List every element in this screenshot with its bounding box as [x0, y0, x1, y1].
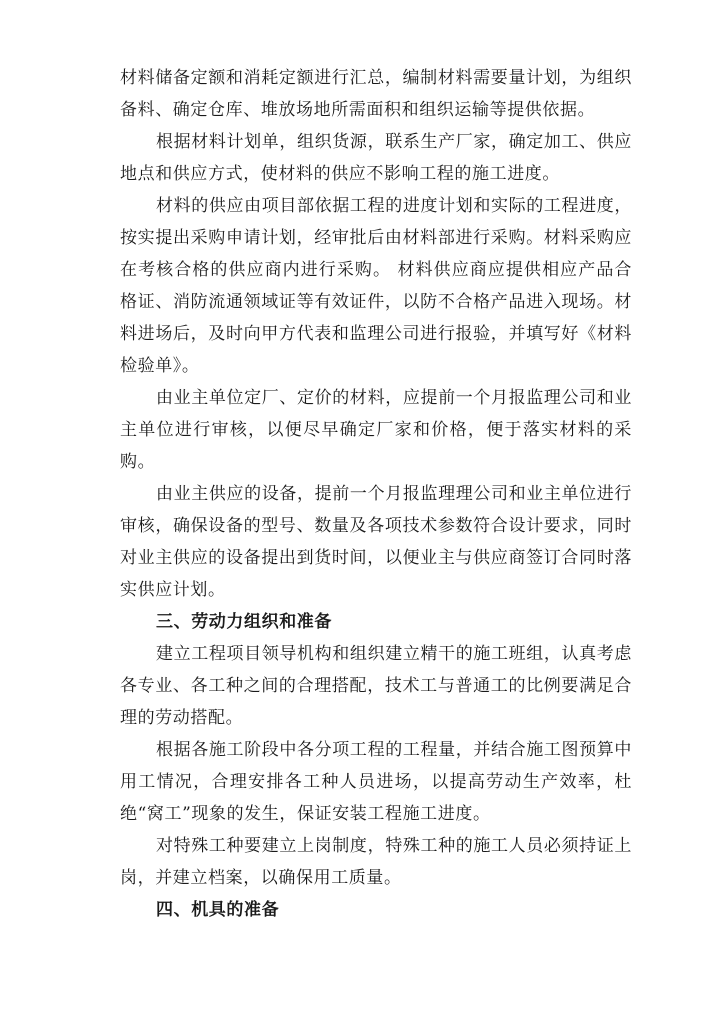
paragraph-material-summary: 材料储备定额和消耗定额进行汇总，编制材料需要量计划，为组织备料、确定仓库、堆放场地所需面积和组织运输等提供依据。	[120, 68, 632, 120]
section-heading-equipment: 四、机具的准备	[156, 900, 280, 920]
paragraph-material-procurement: 材料的供应由项目部依据工程的进度计划和实际的工程进度，按实提出采购申请计划，经审批后由材料部进行采购。材料采购应在考核合格的供应商内进行采购。 材料供应商应提供相应产品合格证、消防流通领域证等有效证件，以防不合格产品进入现场。材料进场后，及时向甲方代表和监理公司进行报验，并填写好《材料检验单》。	[120, 196, 632, 376]
paragraph-owner-designated-materials: 由业主单位定厂、定价的材料，应提前一个月报监理公司和业主单位进行审核，以便尽早确定厂家和价格，便于落实材料的采购。	[120, 388, 632, 472]
paragraph-labor-organization: 建立工程项目领导机构和组织建立精干的施工班组，认真考虑各专业、各工种之间的合理搭配，技术工与普通工的比例要满足合理的劳动搭配。	[120, 644, 632, 728]
section-heading-labor: 三、劳动力组织和准备	[156, 612, 332, 632]
paragraph-owner-supplied-equipment: 由业主供应的设备，提前一个月报监理理公司和业主单位进行审核，确保设备的型号、数量及各项技术参数符合设计要求，同时对业主供应的设备提出到货时间，以便业主与供应商签订合同时落实供应计划。	[120, 484, 632, 600]
document-page	[120, 62, 632, 926]
paragraph-special-trades: 对特殊工种要建立上岗制度，特殊工种的施工人员必须持证上岗，并建立档案，以确保用工质量。	[120, 836, 632, 888]
paragraph-material-sourcing: 根据材料计划单，组织货源，联系生产厂家，确定加工、供应地点和供应方式，使材料的供应不影响工程的施工进度。	[120, 132, 632, 184]
paragraph-labor-scheduling: 根据各施工阶段中各分项工程的工程量，并结合施工图预算中用工情况，合理安排各工种人员进场，以提高劳动生产效率，杜绝“窝工”现象的发生，保证安装工程施工进度。	[120, 740, 632, 824]
